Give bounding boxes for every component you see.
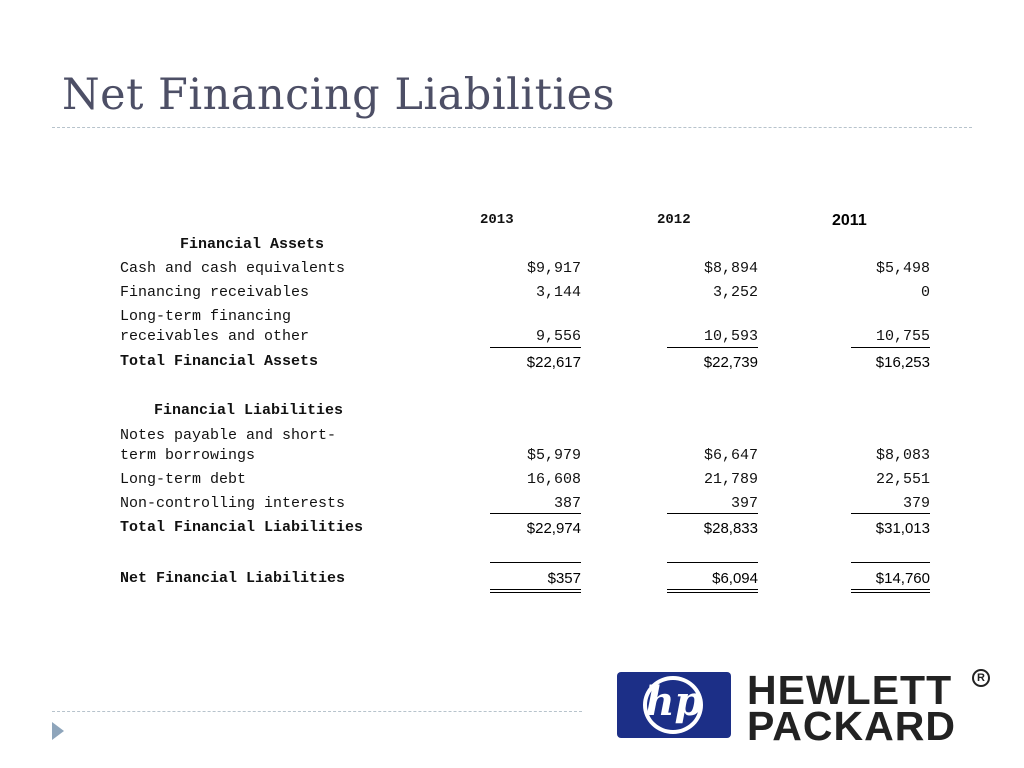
net-overline (490, 562, 581, 563)
row-label-notes-payable-line1: Notes payable and short- (120, 427, 337, 444)
cell-notes-payable-2013: $5,979 (526, 447, 581, 464)
cell-non-controlling-2013: 387 (553, 495, 581, 512)
cell-cash-2012: $8,894 (703, 260, 758, 277)
cell-long-term-debt-2011: 22,551 (875, 471, 930, 488)
cell-long-term-financing-2013: 9,556 (535, 328, 581, 345)
year-header-2012: 2012 (657, 212, 691, 228)
cell-long-term-financing-2011: 10,755 (875, 328, 930, 345)
logo-line-packard: PACKARD (747, 703, 956, 749)
subtotal-underline (851, 513, 930, 514)
subtotal-underline (851, 347, 930, 348)
row-label-non-controlling: Non-controlling interests (120, 495, 346, 512)
net-underline (667, 589, 758, 590)
row-label-total-assets: Total Financial Assets (120, 353, 319, 370)
subtotal-underline (667, 513, 758, 514)
row-label-cash: Cash and cash equivalents (120, 260, 346, 277)
cell-notes-payable-2012: $6,647 (703, 447, 758, 464)
hewlett-packard-logo (583, 661, 1024, 768)
cell-notes-payable-2011: $8,083 (875, 447, 930, 464)
net-double-underline (667, 592, 758, 593)
hp-mark-icon (617, 672, 731, 738)
hp-mark-text: hp (645, 678, 703, 725)
row-label-net-liabilities: Net Financial Liabilities (120, 570, 346, 587)
title-divider (52, 127, 972, 128)
cell-net-liabilities-2012: $6,094 (712, 570, 758, 587)
net-underline (851, 589, 930, 590)
cell-financing-receivables-2011: 0 (920, 284, 930, 301)
row-label-financing-receivables: Financing receivables (120, 284, 310, 301)
row-label-long-term-financing-line1: Long-term financing (120, 308, 292, 325)
row-label-total-liabilities: Total Financial Liabilities (120, 519, 364, 536)
cell-cash-2013: $9,917 (526, 260, 581, 277)
bullet-arrow-icon (52, 722, 64, 740)
footer-divider (52, 711, 582, 712)
year-header-2013: 2013 (480, 212, 514, 228)
subtotal-underline (490, 513, 581, 514)
cell-total-assets-2012: $22,739 (703, 354, 758, 371)
subtotal-underline (490, 347, 581, 348)
cell-total-liabilities-2013: $22,974 (526, 520, 581, 537)
net-double-underline (851, 592, 930, 593)
registered-icon: R (972, 669, 990, 687)
cell-total-liabilities-2012: $28,833 (703, 520, 758, 537)
cell-long-term-financing-2012: 10,593 (703, 328, 758, 345)
section-heading-assets: Financial Assets (180, 236, 325, 253)
cell-financing-receivables-2012: 3,252 (712, 284, 758, 301)
row-label-long-term-debt: Long-term debt (120, 471, 247, 488)
page-title: Net Financing Liabilities (62, 70, 616, 120)
cell-long-term-debt-2013: 16,608 (526, 471, 581, 488)
net-underline (490, 589, 581, 590)
year-header-2011: 2011 (832, 212, 867, 229)
cell-non-controlling-2011: 379 (902, 495, 930, 512)
section-heading-liabilities: Financial Liabilities (154, 402, 344, 419)
cell-cash-2011: $5,498 (875, 260, 930, 277)
cell-total-assets-2013: $22,617 (526, 354, 581, 371)
cell-financing-receivables-2013: 3,144 (535, 284, 581, 301)
net-double-underline (490, 592, 581, 593)
net-overline (851, 562, 930, 563)
row-label-notes-payable-line2: term borrowings (120, 447, 256, 464)
cell-total-assets-2011: $16,253 (875, 354, 930, 371)
row-label-long-term-financing-line2: receivables and other (120, 328, 310, 345)
cell-net-liabilities-2011: $14,760 (875, 570, 930, 587)
cell-non-controlling-2012: 397 (730, 495, 758, 512)
cell-net-liabilities-2013: $357 (547, 570, 581, 587)
net-overline (667, 562, 758, 563)
subtotal-underline (667, 347, 758, 348)
cell-total-liabilities-2011: $31,013 (875, 520, 930, 537)
logo-line-hewlett: HEWLETT (747, 667, 953, 713)
cell-long-term-debt-2012: 21,789 (703, 471, 758, 488)
